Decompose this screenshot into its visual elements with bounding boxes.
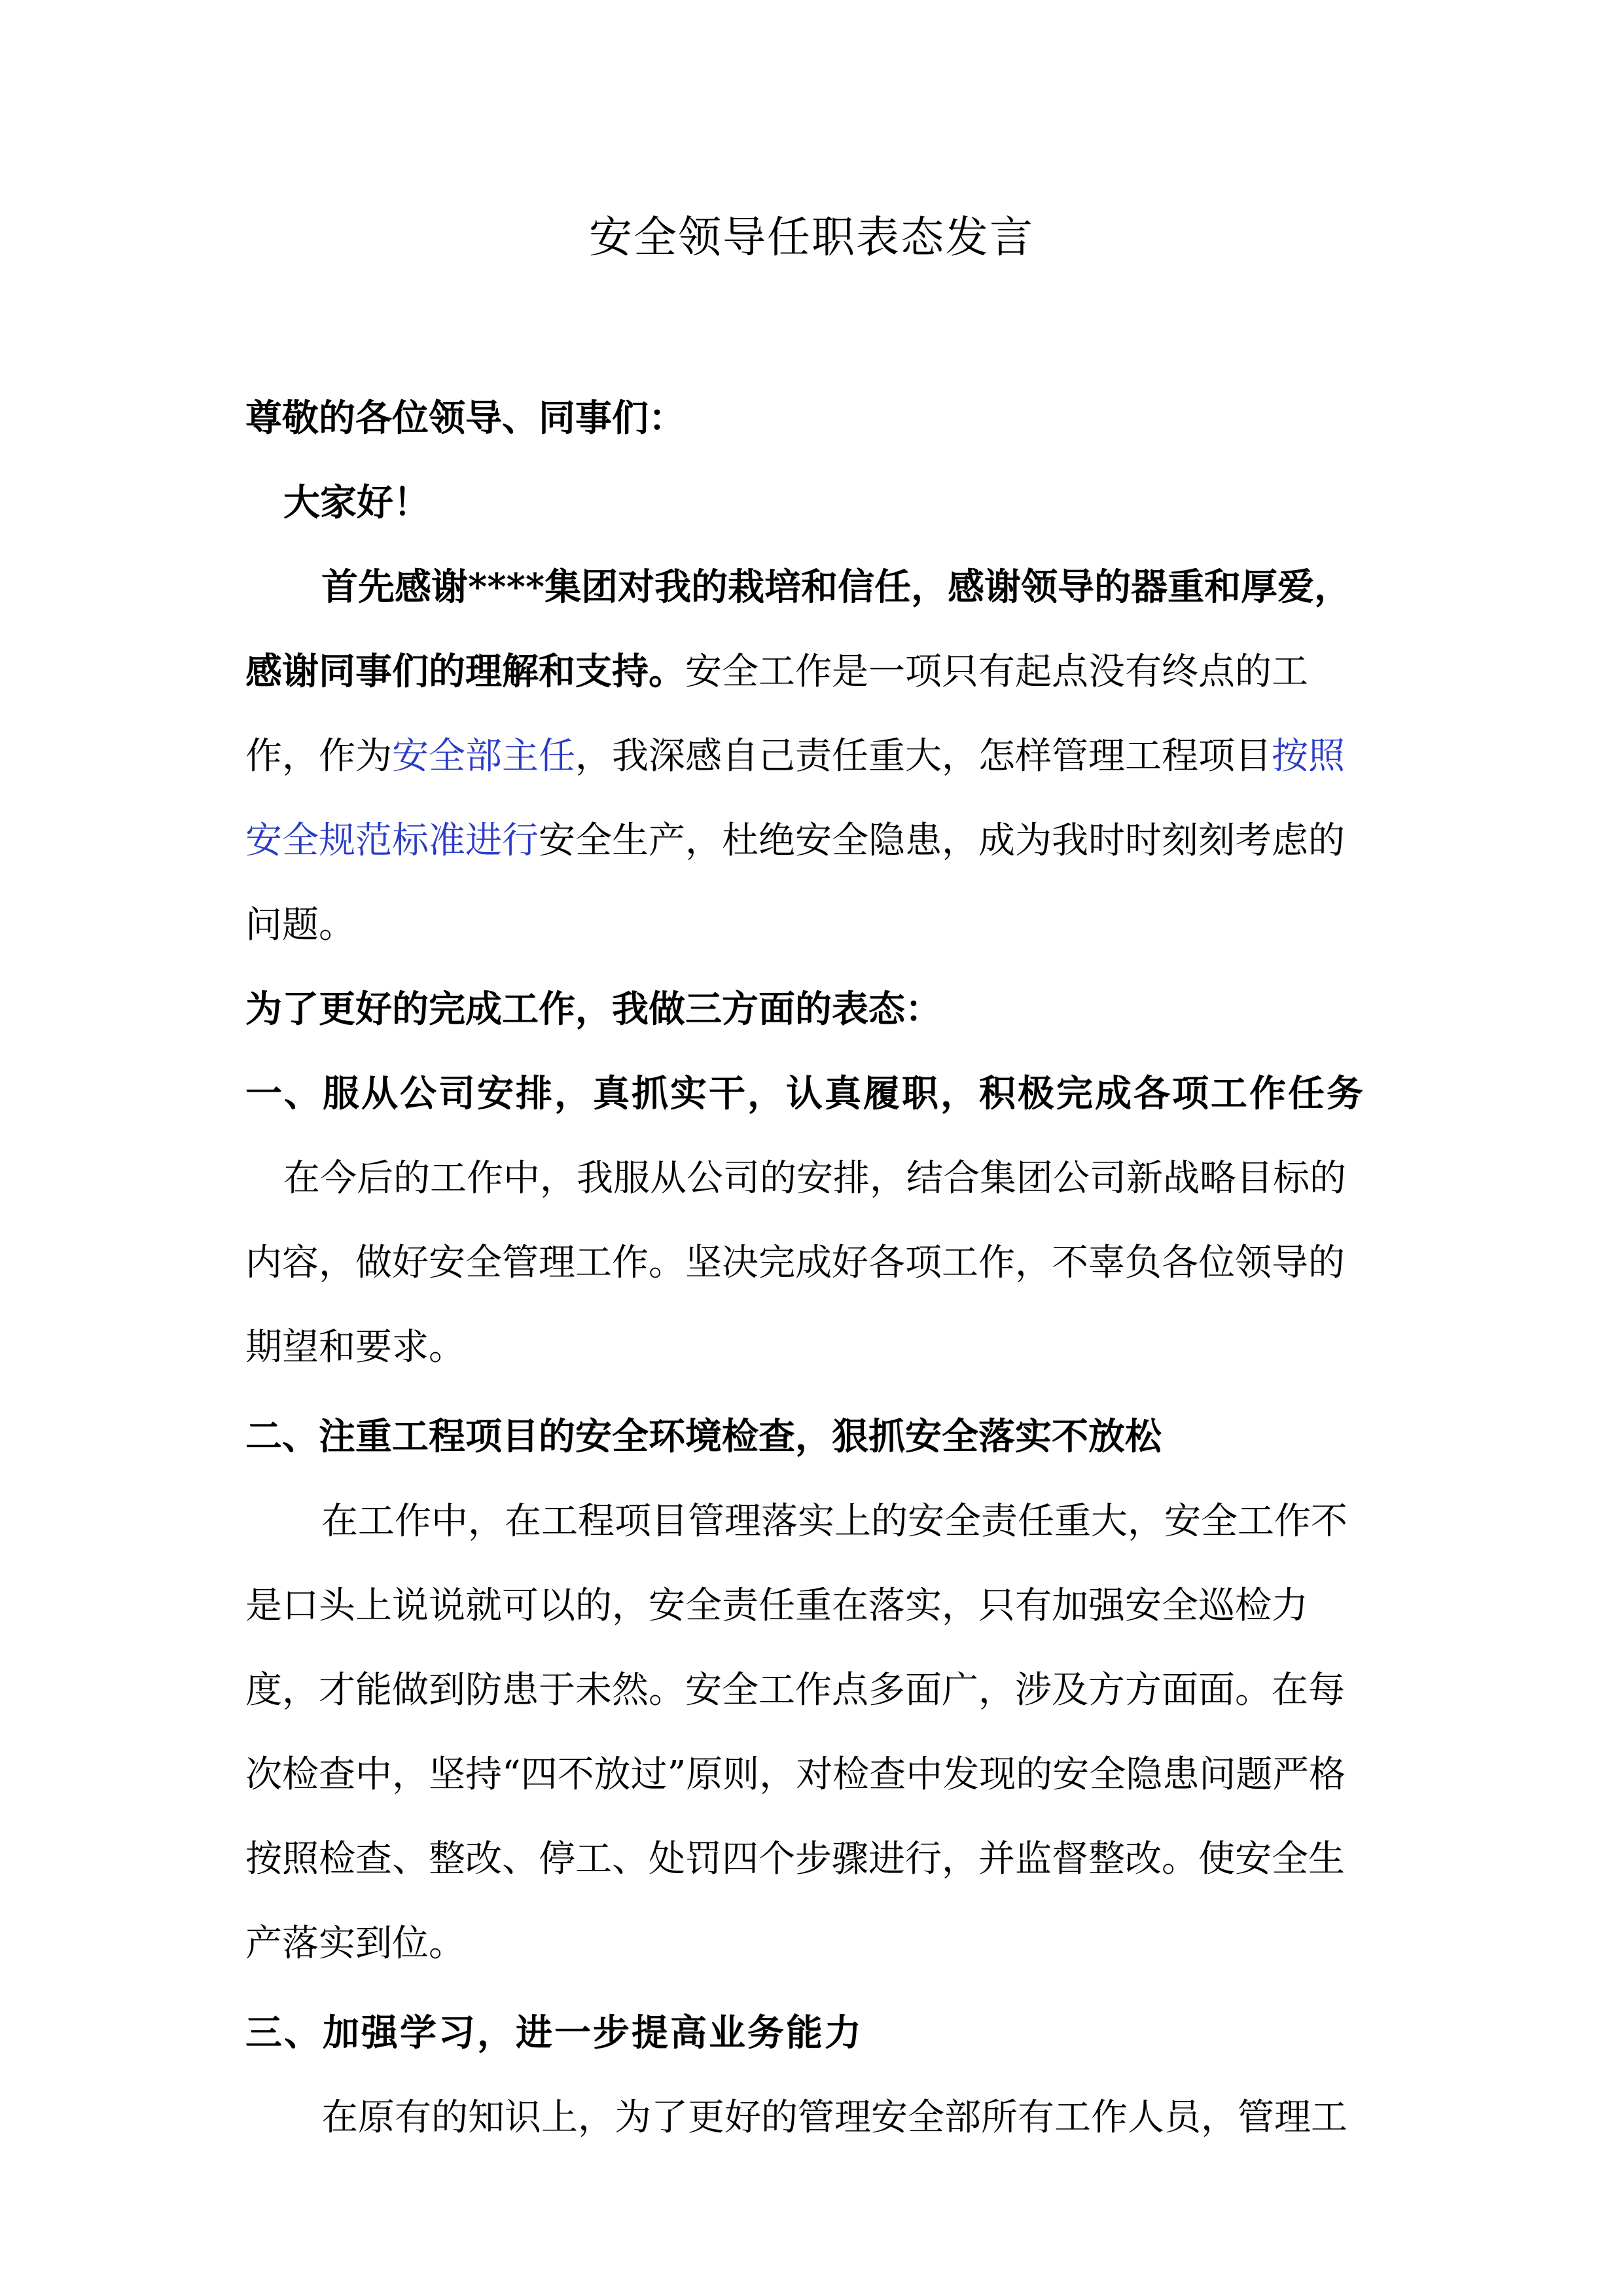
- intro-text-1: 安全工作是一项只有起点没有终点的工作，作为: [245, 651, 1308, 778]
- intro-text-2: ，我深感自己责任重大，怎样管理工程项目: [575, 735, 1272, 778]
- section-2-body: 在工作中，在工程项目管理落实上的安全责任重大，安全工作不是口头上说说就可以的，安全责任重在落实，只有加强安全巡检力度，才能做到防患于未然。安全工作点多面广，涉及方方面面。在每次检查中，坚持“四不放过”原则，对检查中发现的安全隐患问题严格按照检查、整改、停工、处罚四个步骤进行，并监督整改。使安全生产落实到位。: [245, 1500, 1347, 1965]
- document-body: [245, 376, 1378, 2160]
- section-1-body: 在今后的工作中，我服从公司的安排，结合集团公司新战略目标的内容，做好安全管理工作。坚决完成好各项工作，不辜负各位领导的期望和要求。: [245, 1157, 1346, 1369]
- intro-paragraph: [245, 545, 1378, 967]
- intro-bold-text: 首先感谢****集团对我的栽培和信任，感谢领导的器重和厚爱，感谢同事们的理解和支持。: [245, 565, 1351, 693]
- section-1-heading: 一、服从公司安排，真抓实干，认真履职，积极完成各项工作任务: [245, 1072, 1365, 1115]
- section-3-body: 在原有的知识上，为了更好的管理安全部所有工作人员，管理工: [321, 2096, 1347, 2139]
- lead-in: 为了更好的完成工作，我做三方面的表态：: [245, 988, 942, 1031]
- intro-link-safety-director[interactable]: 安全部主任: [392, 735, 575, 778]
- section-3-heading: 三、加强学习，进一步提高业务能力: [245, 2011, 863, 2054]
- intro-link-safety-standards[interactable]: 按照安全规范标准进行: [245, 735, 1345, 862]
- greeting: 大家好！: [283, 481, 430, 524]
- document-title: 安全领导任职表态发言: [589, 212, 1034, 262]
- intro-text-3: 安全生产，杜绝安全隐患，成为我时时刻刻考虑的问题。: [245, 819, 1345, 946]
- section-2-heading: 二、注重工程项目的安全环境检查，狠抓安全落实不放松: [245, 1415, 1162, 1458]
- salutation: 尊敬的各位领导、同事们：: [245, 397, 685, 440]
